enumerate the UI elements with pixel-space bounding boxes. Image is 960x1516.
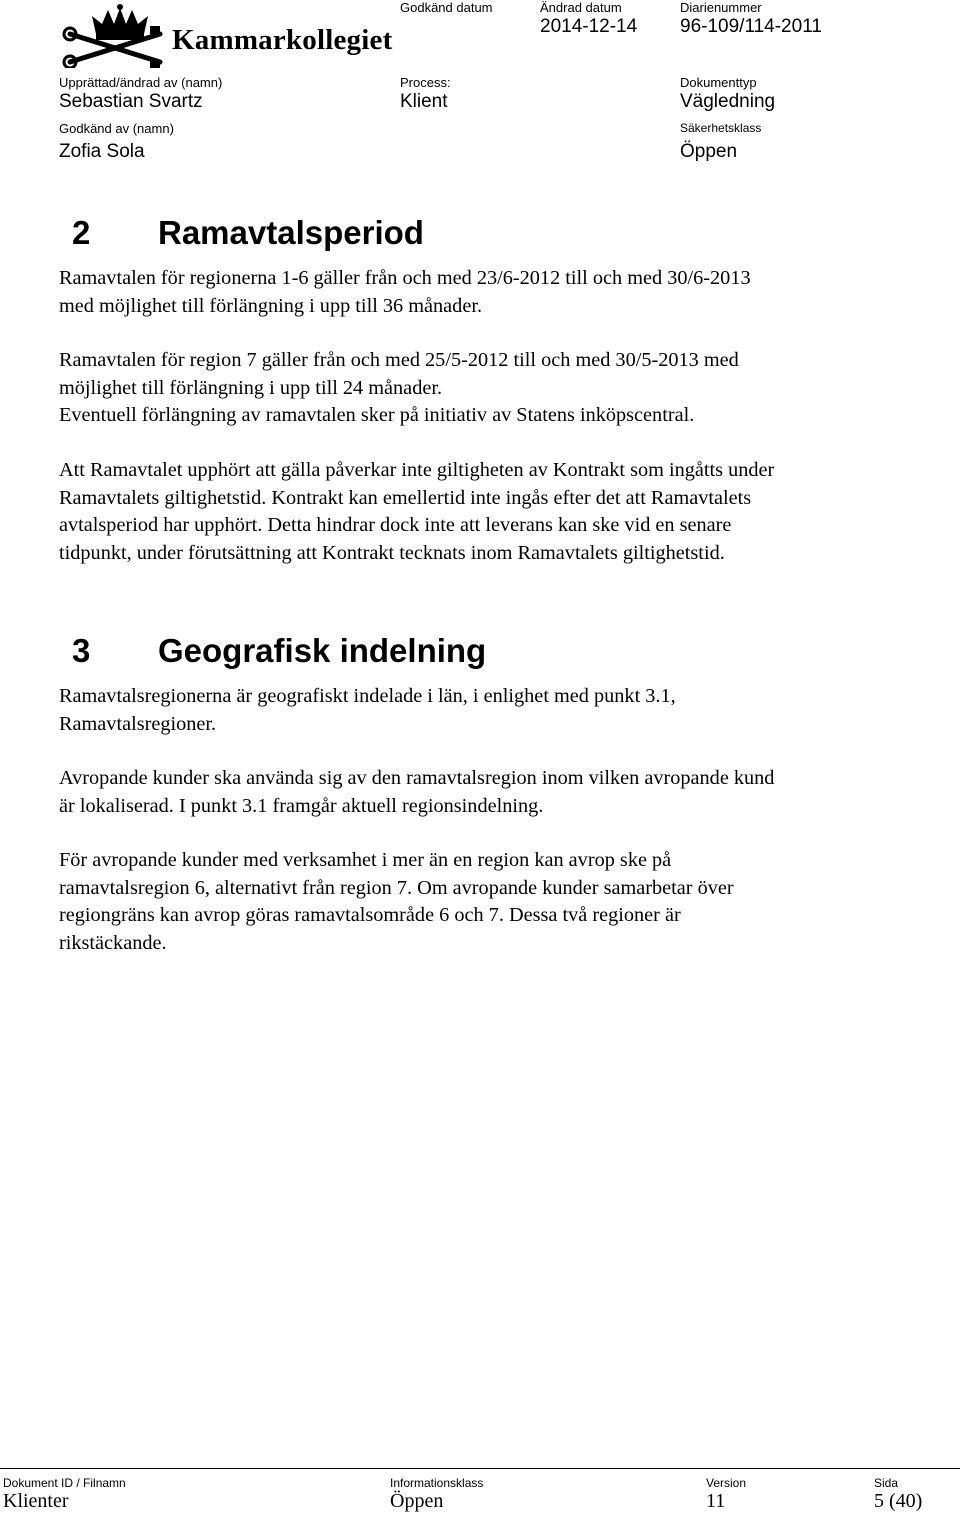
text-line: ramavtalsregion 6, alternativt från region 7. Om avropande kunder samarbetar över [59,876,734,899]
section-heading [72,632,486,670]
text-line: Ramavtalsregionerna är geografiskt indelade i län, i enlighet med punkt 3.1, [59,685,676,707]
approved-by-value: Zofia Sola [59,141,145,162]
text-line: Avropande kunder ska använda sig av den ramavtalsregion inom vilken avropande kund [59,767,775,789]
changed-date-label: Ändrad datum [540,0,622,15]
text-line: Ramavtalen för regionerna 1-6 gäller från och med 23/6-2012 till och med 30/6-2013 [59,267,751,289]
text-line: avtalsperiod har upphört. Detta hindrar dock inte att leverans kan ske vid en senare [59,514,732,536]
page-value: 5 (40) [874,1490,923,1512]
text-line: rikstäckande. [59,931,167,954]
text-line: Ramavtalsregioner. [59,712,217,735]
text-line: Ramavtalets giltighetstid. Kontrakt kan emellertid inte ingås efter det att Ramavtalets [59,486,752,509]
section-title: Geografisk indelning [158,632,487,669]
text-line: Att Ramavtalet upphört att gälla påverkar inte giltigheten av Kontrakt som ingåtts under [59,459,775,481]
security-class-label: Säkerhetsklass [680,121,762,135]
version-value: 11 [706,1490,726,1512]
footer-divider [0,1468,960,1469]
text-line: tidpunkt, under förutsättning att Kontrakt tecknats inom Ramavtalets giltighetstid. [59,541,725,564]
process-label: Process: [400,75,451,90]
paragraph [59,683,919,738]
text-line: med möjlighet till förlängning i upp till 36 månader. [59,294,483,317]
version-label: Version [706,1476,747,1490]
created-by-value: Sebastian Svartz [59,91,203,112]
diary-number-label: Diarienummer [680,0,762,15]
doc-id-label: Dokument ID / Filnamn [3,1476,126,1490]
info-class-label: Informationsklass [390,1476,484,1490]
section-heading [72,214,424,252]
paragraph [59,457,919,567]
security-class-value: Öppen [680,141,738,162]
section-number: 2 [72,214,91,251]
section-title: Ramavtalsperiod [158,214,424,251]
text-line: Eventuell förlängning av ramavtalen sker på initiativ av Statens inköpscentral. [59,404,695,426]
text-line: möjlighet till förlängning i upp till 24 månader. [59,376,443,399]
page-label: Sida [874,1476,899,1490]
approved-by-label: Godkänd av (namn) [59,121,174,136]
diary-number-value: 96-109/114-2011 [680,16,822,37]
text-line: Ramavtalen för region 7 gäller från och med 25/5-2012 till och med 30/5-2013 med [59,349,739,371]
logo-wordmark: Kammarkollegiet [172,24,393,56]
paragraph [59,347,919,430]
crown-crest-icon [62,4,172,68]
paragraph [59,765,919,820]
approved-date-label: Godkänd datum [400,0,493,15]
document-type-label: Dokumenttyp [680,75,757,90]
section-number: 3 [72,632,91,669]
changed-date-value: 2014-12-14 [540,16,638,37]
info-class-value: Öppen [390,1490,444,1512]
text-line: För avropande kunder med verksamhet i mer än en region kan avrop ske på [59,849,672,871]
process-value: Klient [400,91,448,112]
created-by-label: Upprättad/ändrad av (namn) [59,75,223,90]
kammarkollegiet-logo [62,4,393,68]
text-line: är lokaliserad. I punkt 3.1 framgår aktuell regionsindelning. [59,794,544,817]
document-type-value: Vägledning [680,91,776,112]
paragraph [59,847,919,957]
doc-id-value: Klienter [3,1490,69,1512]
paragraph [59,265,919,320]
text-line: regiongräns kan avrop göras ramavtalsområde 6 och 7. Dessa två regioner är [59,904,681,926]
